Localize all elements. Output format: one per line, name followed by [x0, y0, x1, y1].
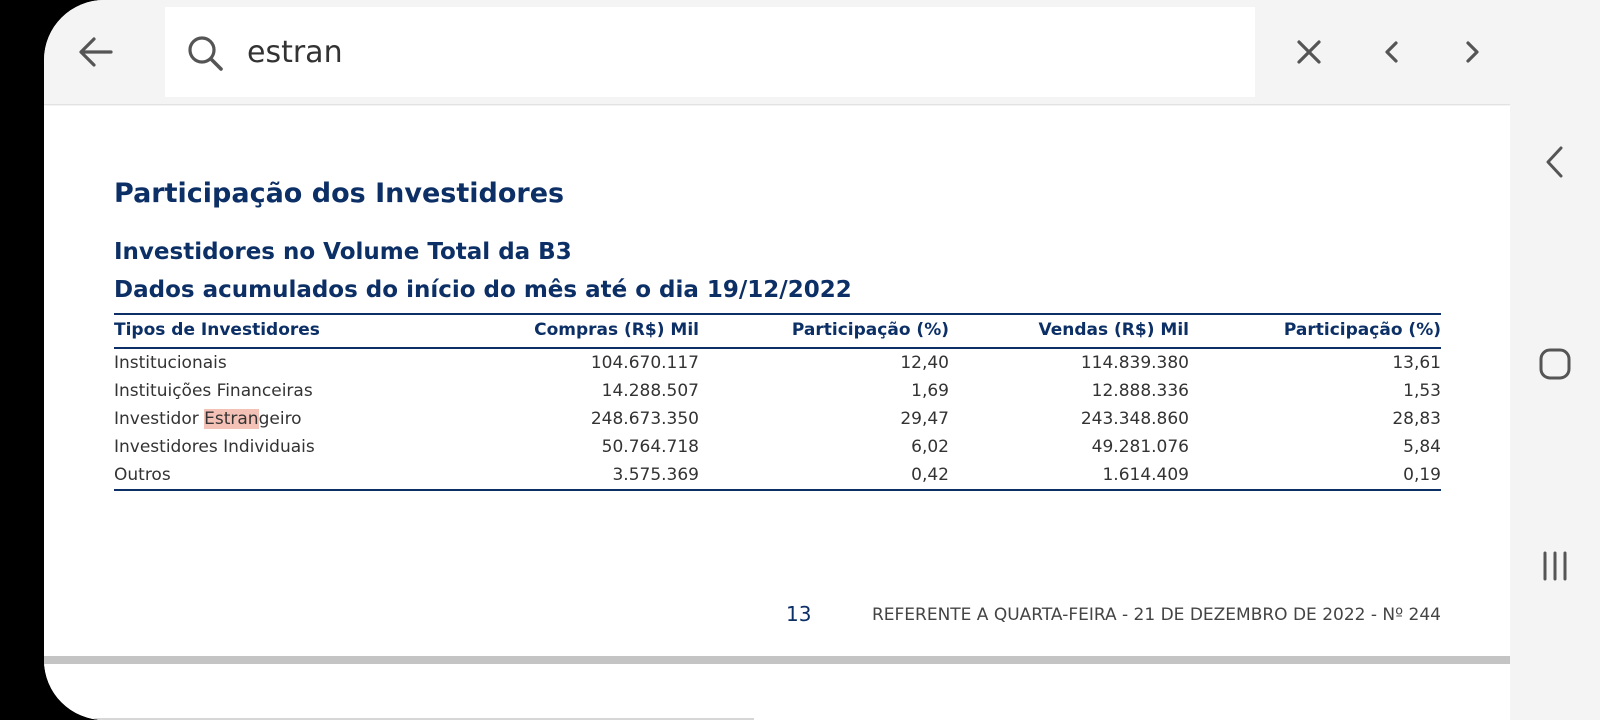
- chevron-right-icon: [1458, 38, 1486, 66]
- purchases-cell: 50.764.718: [601, 437, 699, 457]
- table-row: [114, 433, 1441, 461]
- table-header-row: [114, 314, 1441, 348]
- investor-type-cell: Investidores Individuais: [114, 437, 315, 457]
- sales-cell: 243.348.860: [1080, 409, 1189, 429]
- purchases-share-cell: 1,69: [911, 381, 949, 401]
- purchases-share-cell: 6,02: [911, 437, 949, 457]
- sales-cell: 49.281.076: [1091, 437, 1189, 457]
- type-prefix: Investidor: [114, 409, 205, 429]
- purchases-cell: 14.288.507: [601, 381, 699, 401]
- system-home-button[interactable]: [1527, 336, 1583, 392]
- table-row: [114, 348, 1441, 377]
- sales-share-cell: 0,19: [1189, 461, 1441, 490]
- search-match-highlight: Estran: [204, 409, 259, 429]
- nav-recent-apps-icon: [1537, 548, 1573, 584]
- sales-share-cell: 13,61: [1392, 353, 1441, 373]
- investor-type-cell: [114, 405, 464, 433]
- purchases-share-cell: 0,42: [699, 461, 949, 490]
- column-header-purchases: Compras (R$) Mil: [464, 314, 699, 348]
- column-header-sales-share: Participação (%): [1189, 314, 1441, 348]
- investor-type-cell: Outros: [114, 461, 464, 490]
- document-page[interactable]: [44, 106, 1510, 656]
- page-divider: [44, 656, 1510, 664]
- next-match-button[interactable]: [1444, 24, 1500, 80]
- column-header-sales: Vendas (R$) Mil: [949, 314, 1189, 348]
- search-field-container[interactable]: [165, 7, 1255, 97]
- chevron-left-icon: [1378, 38, 1406, 66]
- viewer-screen: [44, 0, 1510, 720]
- section-subtitle: Investidores no Volume Total da B3: [114, 239, 572, 265]
- system-back-button[interactable]: [1527, 134, 1583, 190]
- table-row-search-match: [114, 405, 1441, 433]
- system-navigation-bar: [1510, 0, 1600, 720]
- table-row: [114, 377, 1441, 405]
- close-icon: [1293, 36, 1325, 68]
- sales-cell: 114.839.380: [1080, 353, 1189, 373]
- investors-table: [114, 313, 1441, 491]
- sales-share-cell: 28,83: [1392, 409, 1441, 429]
- search-input[interactable]: [247, 25, 1227, 79]
- section-subtitle-date: Dados acumulados do início do mês até o dia 19/12/2022: [114, 277, 852, 303]
- magnifier-icon: [185, 33, 225, 73]
- type-suffix: geiro: [258, 409, 302, 429]
- purchases-cell: 3.575.369: [464, 461, 699, 490]
- arrow-left-icon: [76, 32, 116, 72]
- previous-match-button[interactable]: [1364, 24, 1420, 80]
- clear-search-button[interactable]: [1281, 24, 1337, 80]
- page-footer-text: REFERENTE A QUARTA-FEIRA - 21 DE DEZEMBRO DE 2022 - Nº 244: [871, 605, 1441, 625]
- sales-cell: 12.888.336: [1091, 381, 1189, 401]
- column-header-purchases-share: Participação (%): [699, 314, 949, 348]
- column-header-type: Tipos de Investidores: [114, 314, 464, 348]
- purchases-share-cell: 29,47: [900, 409, 949, 429]
- sales-cell: 1.614.409: [949, 461, 1189, 490]
- investor-type-cell: Institucionais: [114, 353, 227, 373]
- purchases-share-cell: 12,40: [900, 353, 949, 373]
- page-number: 13: [786, 602, 812, 626]
- next-page-preview[interactable]: [44, 664, 1510, 720]
- purchases-cell: 104.670.117: [590, 353, 699, 373]
- back-button[interactable]: [68, 24, 124, 80]
- sales-share-cell: 5,84: [1403, 437, 1441, 457]
- sales-share-cell: 1,53: [1403, 381, 1441, 401]
- purchases-cell: 248.673.350: [590, 409, 699, 429]
- system-recent-apps-button[interactable]: [1527, 538, 1583, 594]
- nav-home-icon: [1537, 346, 1573, 382]
- investor-type-cell: Instituições Financeiras: [114, 381, 313, 401]
- page-title: Participação dos Investidores: [114, 178, 565, 209]
- table-row: [114, 461, 1441, 490]
- nav-back-icon: [1540, 144, 1570, 180]
- search-toolbar: [44, 0, 1510, 105]
